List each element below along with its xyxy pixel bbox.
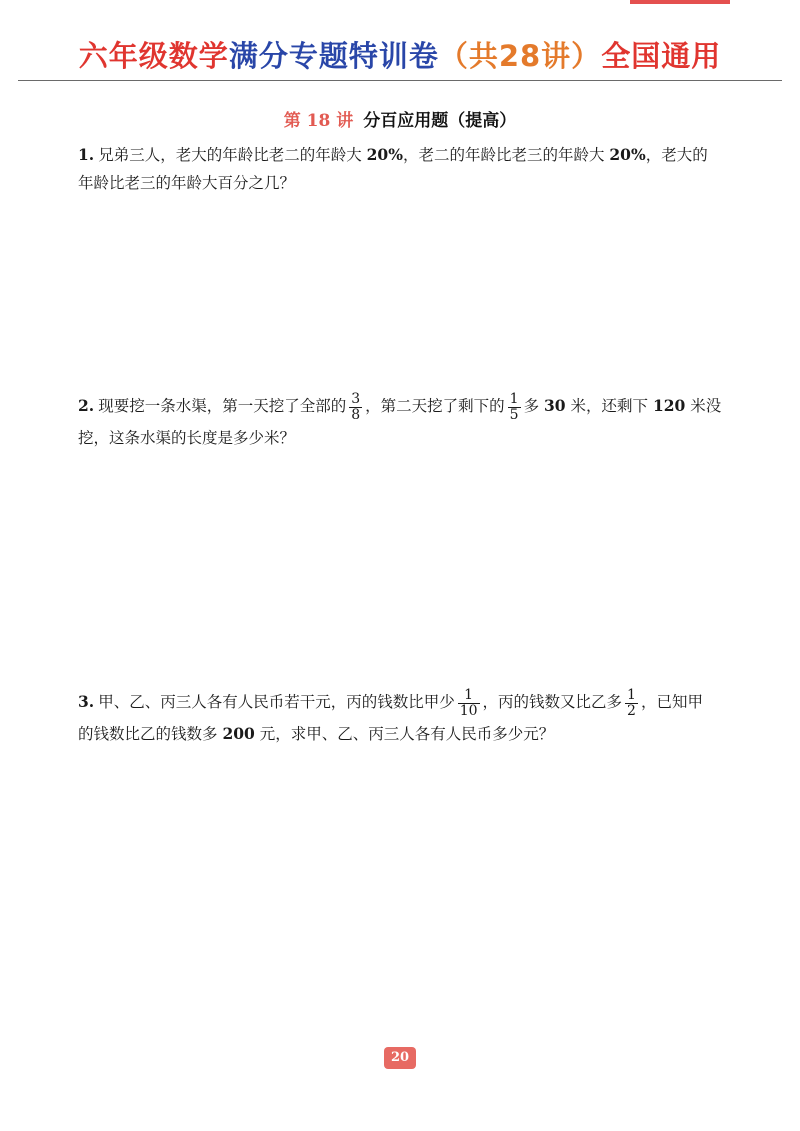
question-number: 2.	[78, 396, 95, 415]
question-text: ，老二的年龄比老三的年龄大	[402, 146, 610, 164]
fraction-numerator: 1	[509, 390, 519, 407]
header-scope: 全国通用	[601, 39, 722, 73]
question-text: 元，求甲、乙、丙三人各有人民币多少元？	[254, 725, 555, 743]
question-text: 米没	[685, 397, 722, 415]
question-text: ，丙的钱数又比乙多	[482, 693, 623, 711]
question-text: 米，还剩下	[565, 397, 653, 415]
page-header	[0, 34, 800, 75]
question-3	[78, 684, 728, 748]
percent-value: 20%	[609, 145, 646, 164]
page-number-badge: 20	[384, 1047, 416, 1069]
question-2-line-2: 挖，这条水渠的长度是多少米？	[78, 429, 296, 447]
top-accent-bar	[630, 0, 730, 4]
question-text: 现要挖一条水渠，第一天挖了全部的	[98, 397, 347, 415]
fraction-denominator: 2	[627, 702, 636, 719]
fraction	[625, 688, 638, 719]
question-number: 1.	[78, 145, 95, 164]
question-text: ，第二天挖了剩下的	[365, 397, 505, 415]
question-number: 3.	[78, 692, 95, 711]
number-value: 120	[652, 396, 686, 415]
fraction-denominator: 10	[459, 702, 478, 719]
question-text: 多	[523, 397, 544, 415]
question-3-line-1	[78, 684, 728, 720]
question-text: 兄弟三人，老大的年龄比老二的年龄大	[98, 146, 367, 164]
fraction-numerator: 3	[351, 390, 361, 407]
number-value: 200	[222, 724, 255, 743]
header-count: （共28讲）	[438, 39, 602, 73]
fraction-denominator: 5	[509, 406, 519, 423]
question-1	[78, 141, 728, 197]
percent-value: 20%	[366, 145, 403, 164]
question-2-line-1	[78, 388, 728, 424]
question-1-line-2: 年龄比老三的年龄大百分之几？	[78, 174, 296, 192]
lesson-name: 分百应用题（提高）	[363, 111, 517, 131]
question-text: ，已知甲	[640, 693, 703, 711]
fraction-numerator: 1	[458, 688, 480, 704]
fraction	[508, 392, 521, 423]
fraction	[349, 392, 362, 423]
question-text: ，老大的	[645, 146, 708, 164]
question-text: 甲、乙、丙三人各有人民币若干元，丙的钱数比甲少	[98, 693, 455, 711]
fraction-denominator: 8	[351, 406, 361, 423]
lesson-title	[0, 106, 800, 131]
fraction	[458, 688, 480, 719]
header-divider	[18, 80, 782, 81]
fraction-numerator: 1	[627, 686, 636, 703]
question-3-line-2	[78, 720, 728, 748]
header-grade: 六年级数学	[78, 39, 229, 73]
question-2	[78, 388, 728, 452]
question-text: 的钱数比乙的钱数多	[78, 725, 223, 743]
lesson-number: 第 18 讲	[283, 111, 354, 131]
question-1-line-1	[78, 141, 728, 169]
header-series: 满分专题特训卷	[228, 39, 439, 73]
number-value: 30	[544, 396, 566, 415]
